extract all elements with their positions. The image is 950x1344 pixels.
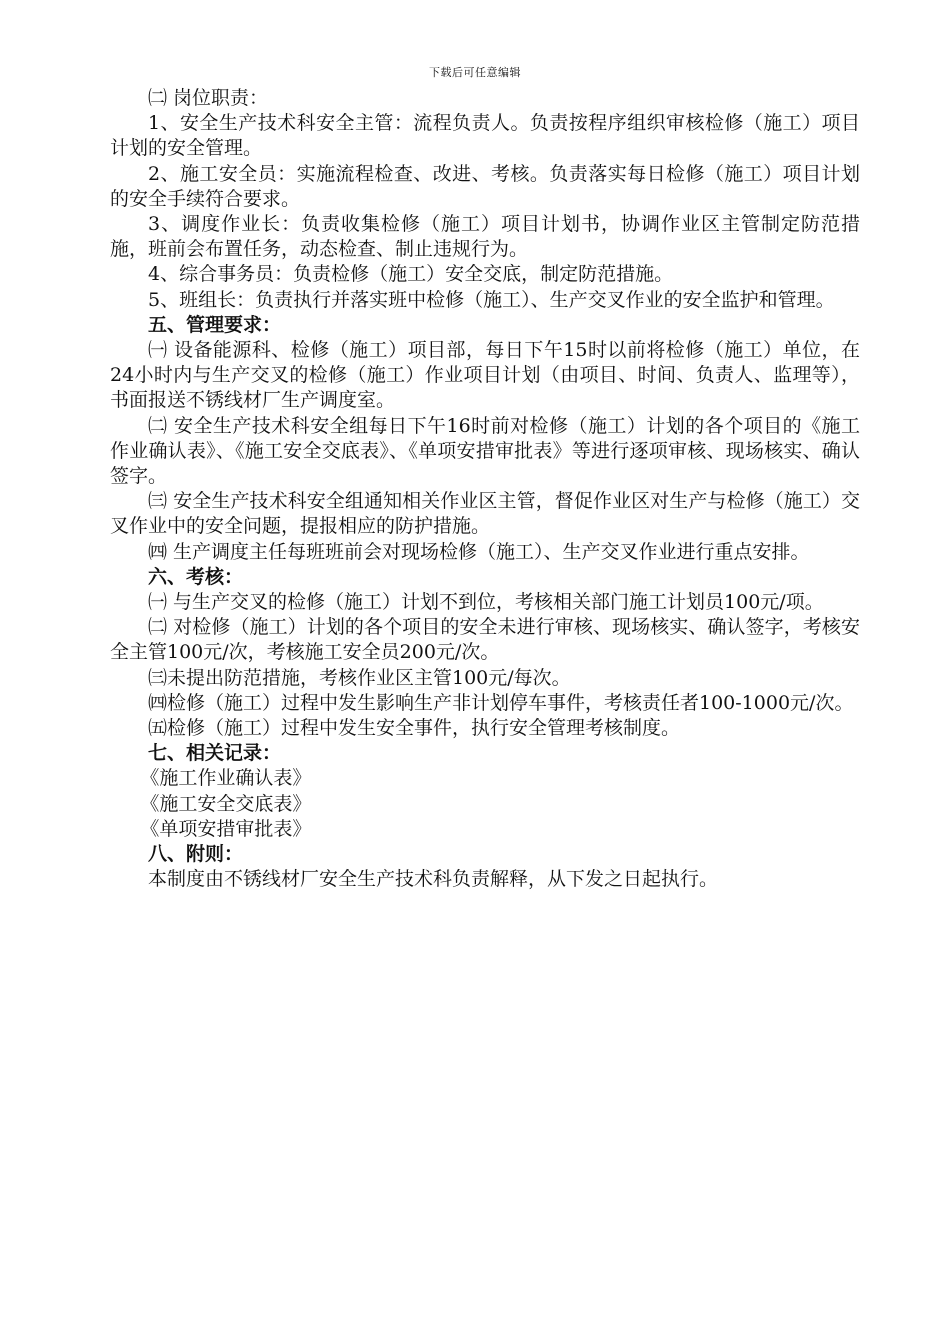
paragraph: 5、班组长：负责执行并落实班中检修（施工）、生产交叉作业的安全监护和管理。: [148, 288, 835, 311]
paragraph: 本制度由不锈线材厂安全生产技术科负责解释，从下发之日起执行。: [148, 868, 719, 891]
record-item: 《施工作业确认表》: [140, 767, 312, 790]
paragraph: ㈠ 与生产交叉的检修（施工）计划不到位，考核相关部门施工计划员100元/项。: [148, 591, 824, 614]
paragraph: ㈤检修（施工）过程中发生安全事件，执行安全管理考核制度。: [148, 717, 681, 740]
paragraph: ㈢ 安全生产技术科安全组通知相关作业区主管，督促作业区对生产与检修（施工）交叉作业中的安全问题，提报相应的防护措施。: [110, 490, 860, 538]
section-heading: 七、相关记录：: [148, 742, 282, 765]
section-heading: 五、管理要求：: [148, 313, 282, 336]
paragraph: ㈡ 岗位职责：: [148, 87, 269, 109]
paragraph: 4、综合事务员：负责检修（施工）安全交底，制定防范措施。: [148, 263, 674, 286]
paragraph: 1、安全生产技术科安全主管：流程负责人。负责按程序组织审核检修（施工）项目计划的安全管理。: [110, 112, 860, 160]
page-header: 下载后可任意编辑: [429, 66, 521, 79]
paragraph: ㈡ 对检修（施工）计划的各个项目的安全未进行审核、现场核实、确认签字，考核安全主管100元/次，考核施工安全员200元/次。: [110, 616, 860, 664]
paragraph: ㈣ 生产调度主任每班班前会对现场检修（施工）、生产交叉作业进行重点安排。: [148, 540, 810, 563]
paragraph: ㈠ 设备能源科、检修（施工）项目部，每日下午15时以前将检修（施工）单位，在24小时内与生产交叉的检修（施工）作业项目计划（由项目、时间、负责人、监理等），书面报送不锈线材厂生产调度室。: [110, 339, 860, 412]
paragraph: ㈣检修（施工）过程中发生影响生产非计划停车事件，考核责任者100-1000元/次。: [148, 691, 854, 714]
paragraph: ㈡ 安全生产技术科安全组每日下午16时前对检修（施工）计划的各个项目的《施工作业确认表》、《施工安全交底表》、《单项安措审批表》等进行逐项审核、现场核实、确认签字。: [110, 414, 860, 488]
section-heading: 八、附则：: [148, 843, 244, 866]
section-heading: 六、考核：: [148, 565, 244, 588]
document-body: [110, 86, 860, 893]
record-item: 《施工安全交底表》: [140, 792, 312, 815]
paragraph: 3、调度作业长：负责收集检修（施工）项目计划书，协调作业区主管制定防范措施，班前会布置任务，动态检查、制止违规行为。: [110, 213, 860, 261]
paragraph: 2、施工安全员：实施流程检查、改进、考核。负责落实每日检修（施工）项目计划的安全手续符合要求。: [110, 162, 860, 210]
record-item: 《单项安措审批表》: [140, 817, 312, 840]
paragraph: ㈢未提出防范措施，考核作业区主管100元/每次。: [148, 666, 571, 689]
